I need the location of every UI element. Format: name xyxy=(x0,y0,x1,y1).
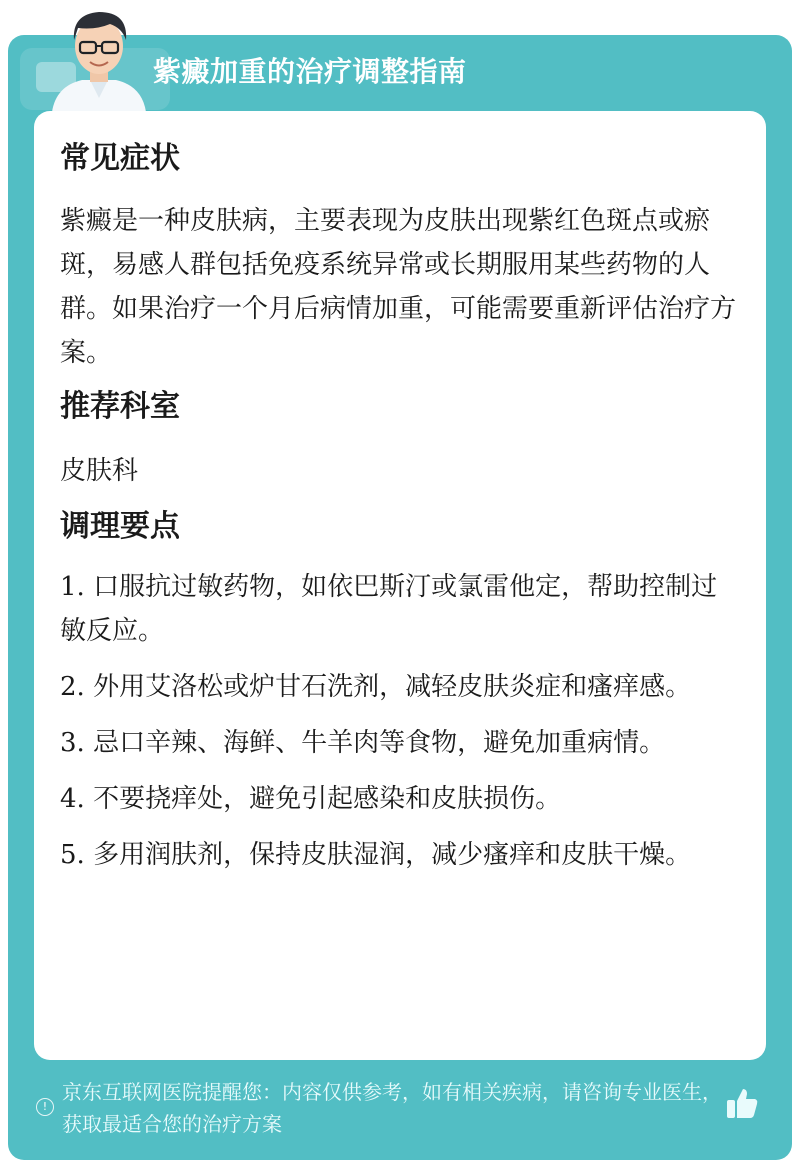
care-tip: 1. 口服抗过敏药物，如依巴斯汀或氯雷他定，帮助控制过敏反应。 xyxy=(60,572,718,646)
page-title: 紫癜加重的治疗调整指南 xyxy=(153,55,467,88)
notice-text: 京东互联网医院提醒您：内容仅供参考，如有相关疾病，请咨询专业医生，获取最适合您的治疗方案 xyxy=(62,1080,722,1136)
department-text: 皮肤科 xyxy=(60,456,139,486)
care-tip: 4. 不要挠痒处，避免引起感染和皮肤损伤。 xyxy=(60,784,562,814)
info-icon: ! xyxy=(36,1098,54,1116)
care-tip: 3. 忌口辛辣、海鲜、牛羊肉等食物，避免加重病情。 xyxy=(60,728,666,758)
thumbs-up-icon[interactable] xyxy=(724,1085,760,1121)
content-card xyxy=(34,111,766,1060)
care-tip: 2. 外用艾洛松或炉甘石洗剂，减轻皮肤炎症和瘙痒感。 xyxy=(60,672,692,702)
symptoms-heading: 常见症状 xyxy=(60,141,180,176)
care-tip: 5. 多用润肤剂，保持皮肤湿润，减少瘙痒和皮肤干燥。 xyxy=(60,840,692,870)
doctor-avatar xyxy=(44,6,154,112)
care-heading: 调理要点 xyxy=(60,509,180,544)
department-heading: 推荐科室 xyxy=(60,389,180,424)
symptoms-text: 紫癜是一种皮肤病，主要表现为皮肤出现紫红色斑点或瘀斑，易感人群包括免疫系统异常或长期服用某些药物的人群。如果治疗一个月后病情加重，可能需要重新评估治疗方案。 xyxy=(60,206,737,368)
